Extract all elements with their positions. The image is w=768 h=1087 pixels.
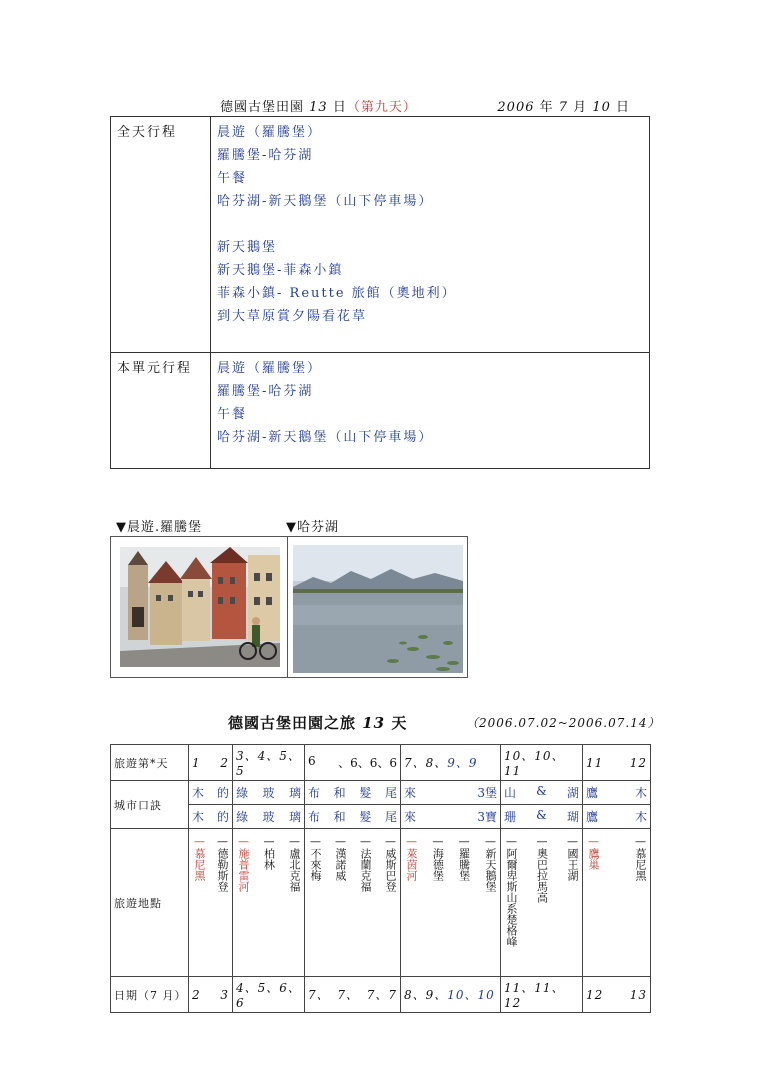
day-label: （第九天） — [346, 100, 417, 115]
place-name: —盧北克福 — [288, 834, 301, 892]
mnemonic-row-1: 城市口訣 木 的 綠 玻 璃 布 和 髮 尾 來 3堡 山 & 湖 鷹 木 — [111, 781, 651, 805]
place-name: —阿爾卑斯山系楚格峰 — [505, 834, 518, 947]
date-row-label: 日期（7 月） — [111, 977, 189, 1013]
place-name: —威斯巴登 — [384, 834, 397, 892]
header-date: 2006 年 7 月 10 日 — [497, 100, 630, 115]
unit-label: 本單元行程 — [111, 353, 211, 469]
photo-caption-rothenburg: ▼晨遊.羅騰堡 — [116, 520, 203, 535]
place-name: —柏林 — [262, 834, 276, 870]
place-name: —國王湖 — [566, 834, 579, 881]
photo-caption-hopfensee: ▼哈芬湖 — [286, 520, 339, 535]
place-name: —新天鵝堡 — [483, 834, 497, 892]
itinerary-line: 午餐 — [217, 171, 248, 186]
place-name: —施普雷河 — [237, 834, 250, 892]
itinerary-line: 晨遊（羅騰堡） — [217, 125, 323, 140]
day-row: 旅遊第*天 1 2 3、4、5、5 6 、6、6、6 7、8、9、9 10、10、11 11 12 — [111, 745, 651, 781]
place-name: —羅騰堡 — [457, 834, 471, 881]
trip-table — [110, 744, 651, 1013]
itinerary-line: 哈芬湖-新天鵝堡（山下停車場） — [217, 194, 434, 209]
unit-row — [111, 353, 650, 469]
page-header — [220, 96, 630, 114]
place-name: —鷹巢 — [587, 834, 600, 870]
rothenburg-photo — [120, 547, 280, 667]
full-day-row — [111, 117, 650, 353]
itinerary-line: 新天鵝堡 — [217, 240, 278, 255]
itinerary-gap — [217, 213, 643, 236]
itinerary-line: 到大草原賞夕陽看花草 — [217, 309, 368, 324]
photo-frame — [110, 536, 468, 678]
place-name: —漢諾威 — [334, 834, 347, 881]
place-name: —海德堡 — [431, 834, 445, 881]
place-name: —法蘭克福 — [359, 834, 372, 892]
place-name: —慕尼黑 — [634, 834, 647, 881]
schedule-table — [110, 116, 650, 469]
place-name: —不來梅 — [309, 834, 322, 881]
place-name: —德勒斯登 — [216, 834, 229, 892]
itinerary-line: 菲森小鎮- Reutte 旅館（奧地利） — [217, 286, 457, 301]
unit-items — [211, 353, 650, 469]
places-row-label: 旅遊地點 — [111, 829, 189, 977]
itinerary-line: 新天鵝堡-菲森小鎮 — [217, 263, 344, 278]
place-name: —萊茵河 — [405, 834, 418, 881]
places-row — [111, 829, 651, 977]
trip-date-range: （2006.07.02~2006.07.14） — [466, 716, 661, 730]
date-row: 日期（7 月） 2 3 4、5、6、6 7、 7、 7、7 8、9、10、10 11、11、12 12 13 — [111, 977, 651, 1013]
itinerary-line: 午餐 — [217, 407, 248, 422]
header-title: 德國古堡田園 13 日（第九天） — [220, 100, 417, 115]
hopfensee-photo — [293, 545, 463, 673]
itinerary-line: 哈芬湖-新天鵝堡（山下停車場） — [217, 430, 434, 445]
itinerary-line: 羅騰堡-哈芬湖 — [217, 148, 314, 163]
full-day-label: 全天行程 — [111, 117, 211, 353]
photo-divider — [287, 537, 288, 677]
mnemonic-row-label: 城市口訣 — [111, 781, 189, 829]
day-row-label: 旅遊第*天 — [111, 745, 189, 781]
place-name: —奧巴拉馬高 — [535, 834, 549, 903]
itinerary-line: 羅騰堡-哈芬湖 — [217, 384, 314, 399]
trip-title: 德國古堡田園之旅 13 天 — [228, 714, 408, 732]
full-day-items — [211, 117, 650, 353]
itinerary-line: 晨遊（羅騰堡） — [217, 361, 323, 376]
place-name: —慕尼黑 — [193, 834, 206, 881]
mnemonic-row-2: 木 的 綠 玻 璃 布 和 髮 尾 來 3寶 珊 & 瑚 鷹 木 — [111, 805, 651, 829]
